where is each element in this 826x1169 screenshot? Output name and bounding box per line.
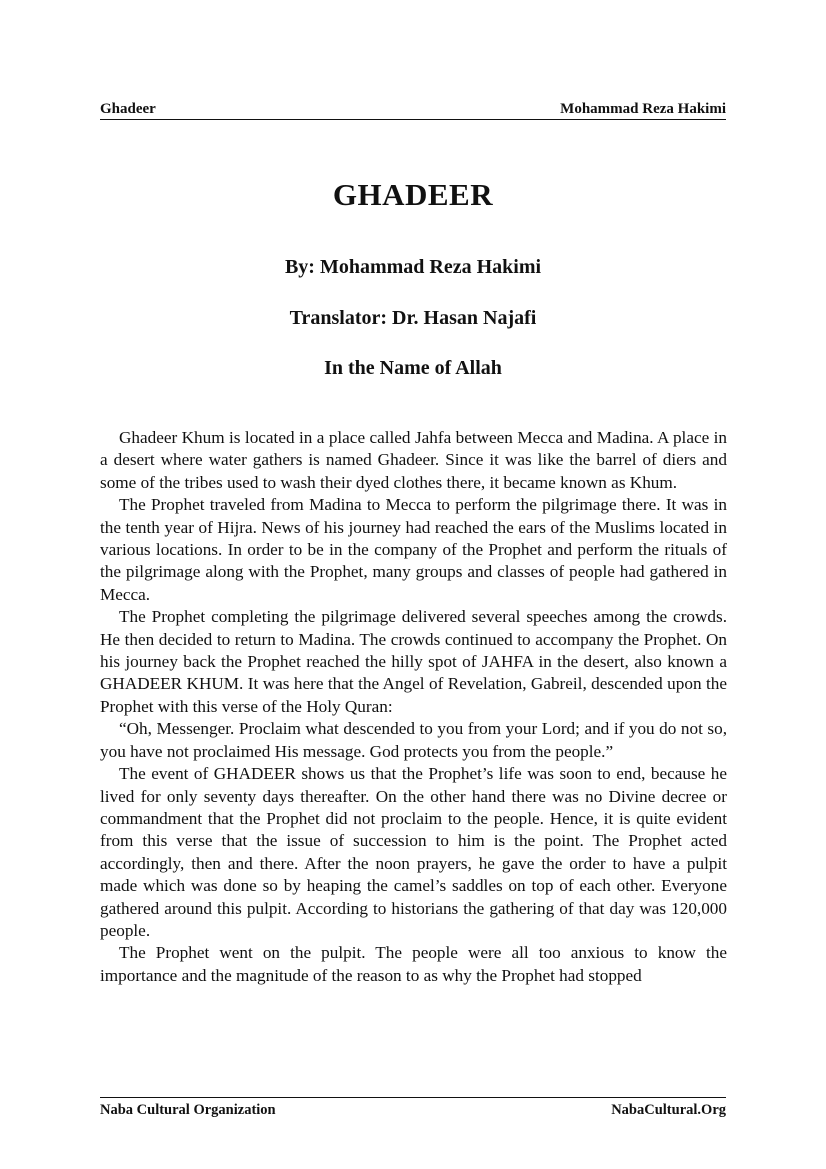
paragraph: Ghadeer Khum is located in a place called Jahfa between Mecca and Madina. A place in a desert where water gathers is named Ghadeer. Since it was like the barrel of diers and some of the tribes used to wash their dyed clothes there, it became known as Khum.	[100, 428, 727, 492]
running-header	[100, 99, 726, 120]
quran-verse-quote: “Oh, Messenger. Proclaim what descended to you from your Lord; and if you do not so, you have not proclaimed His message. God protects you from the people.”	[100, 719, 727, 761]
paragraph: The event of GHADEER shows us that the Prophet’s life was soon to end, because he lived for only seventy days thereafter. On the other hand there was no Divine decree or commandment that the Prophet did not proclaim to the people. Hence, it is quite evident from this verse that the issue of succession to him is the point. The Prophet acted accordingly, then and there. After the noon prayers, he gave the order to have a pulpit made which was done so by heaping the camel’s saddles on top of each other. Everyone gathered around this pulpit. According to historians the gathering of that day was 120,000 people.	[100, 764, 727, 940]
translator-line: Translator: Dr. Hasan Najafi	[289, 307, 537, 329]
paragraph: The Prophet went on the pulpit. The people were all too anxious to know the importance and the magnitude of the reason to as why the Prophet had stopped	[100, 943, 727, 985]
body-text	[100, 427, 727, 987]
paragraph: The Prophet traveled from Madina to Mecca to perform the pilgrimage there. It was in the tenth year of Hijra. News of his journey had reached the ears of the Muslims located in various locations. In order to be in the company of the Prophet and perform the rituals of the pilgrimage along with the Prophet, many groups and classes of people had gathered in Mecca.	[100, 495, 727, 604]
running-footer	[100, 1097, 726, 1119]
footer-website: NabaCultural.Org	[611, 1102, 726, 1118]
page-title: GHADEER	[332, 177, 494, 212]
header-author: Mohammad Reza Hakimi	[560, 101, 726, 117]
invocation-heading: In the Name of Allah	[324, 357, 502, 379]
header-book-title: Ghadeer	[100, 101, 156, 117]
footer-organization: Naba Cultural Organization	[100, 1102, 276, 1118]
paragraph: The Prophet completing the pilgrimage delivered several speeches among the crowds. He then decided to return to Madina. The crowds continued to accompany the Prophet. On his journey back the Prophet reached the hilly spot of JAHFA in the desert, also known a GHADEER KHUM. It was here that the Angel of Revelation, Gabreil, descended upon the Prophet with this verse of the Holy Quran:	[100, 607, 727, 716]
author-byline: By: Mohammad Reza Hakimi	[284, 256, 542, 278]
